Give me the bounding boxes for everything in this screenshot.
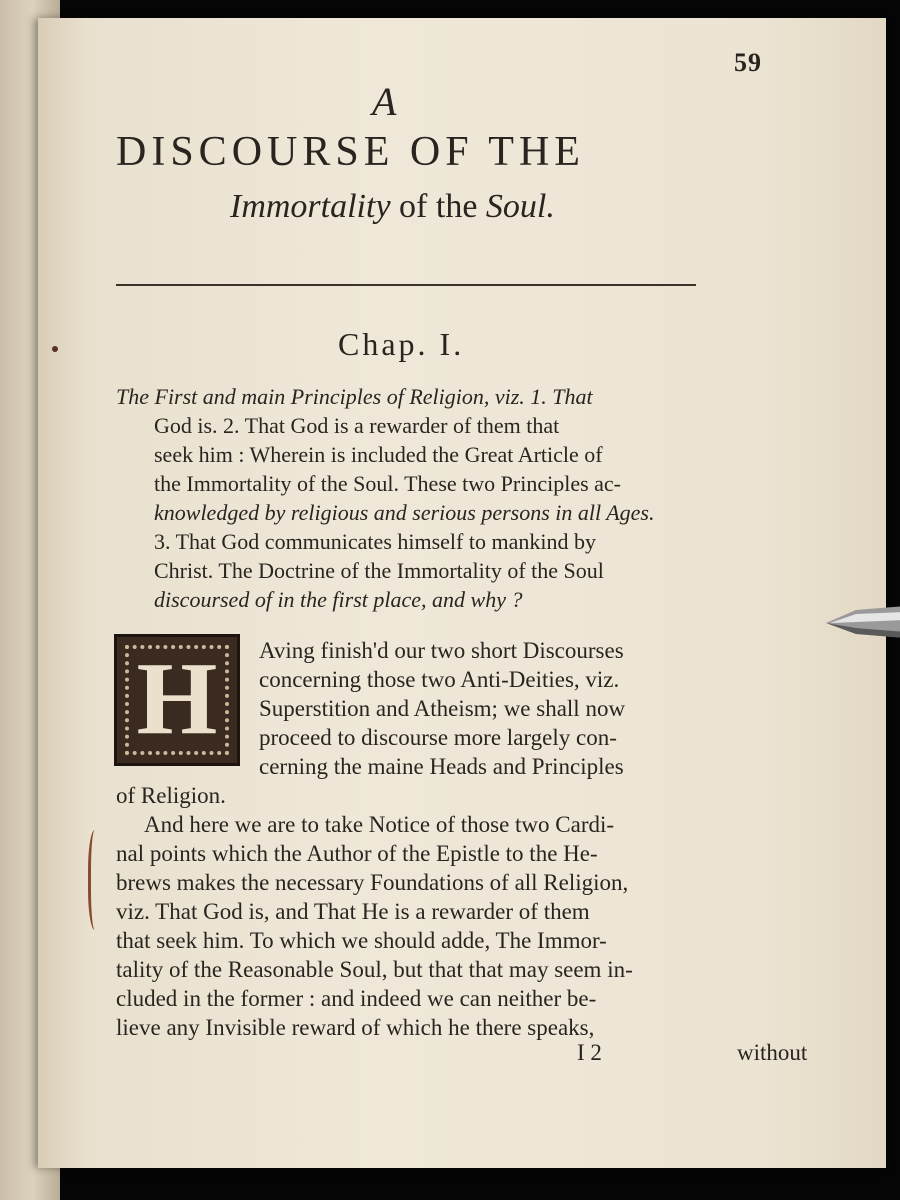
subtitle-word-soul: Soul. (485, 188, 555, 225)
body-line: brews makes the necessary Foundations of all Religion, (116, 870, 629, 895)
subtitle-word-immortality: Immortality (230, 188, 391, 225)
body-line: Aving finish'd our two short Discourses (259, 638, 624, 663)
summary-line: knowledged by religious and serious persons in all Ages. (154, 500, 655, 525)
body-line: Superstition and Atheism; we shall now (259, 696, 626, 721)
body-line: lieve any Invisible reward of which he there speaks, (116, 1015, 595, 1040)
chapter-heading: Chap. I. (338, 326, 465, 362)
body-line: nal points which the Author of the Epistle to the He- (116, 841, 598, 866)
summary-line: The First and main Principles of Religion, viz. 1. That (116, 384, 593, 409)
body-line: that seek him. To which we should adde, The Immor- (116, 928, 607, 953)
title-article: A (372, 79, 397, 124)
signature-mark: I 2 (577, 1040, 602, 1065)
handwritten-margin-bracket (88, 830, 105, 930)
page-footer (116, 1040, 808, 1070)
body-line: viz. That God is, and That He is a rewarder of them (116, 899, 590, 924)
pen-tip-icon (826, 598, 900, 648)
body-text (116, 636, 712, 1042)
body-line: tality of the Reasonable Soul, but that that may seem in- (116, 957, 633, 982)
title-rule (116, 284, 696, 286)
drop-cap-letter: H (136, 641, 218, 756)
summary-line: 3. That God communicates himself to mankind by (154, 529, 596, 554)
body-line: And here we are to take Notice of those two Cardi- (144, 812, 615, 837)
summary-line: the Immortality of the Soul. These two Principles ac- (154, 471, 621, 496)
summary-line: seek him : Wherein is included the Great Article of (154, 442, 603, 467)
body-line: concerning those two Anti-Deities, viz. (259, 667, 620, 692)
page-title: DISCOURSE OF THE (116, 129, 585, 175)
body-line: cluded in the former : and indeed we can neither be- (116, 986, 597, 1011)
body-line: proceed to discourse more largely con- (259, 725, 617, 750)
page-number: 59 (734, 48, 762, 77)
body-line: cerning the maine Heads and Principles (259, 754, 624, 779)
summary-line: Christ. The Doctrine of the Immortality of the Soul (154, 558, 604, 583)
summary-line: discoursed of in the first place, and why ? (154, 587, 523, 612)
chapter-summary (116, 382, 716, 614)
summary-line: God is. 2. That God is a rewarder of them that (154, 413, 560, 438)
page-subtitle (230, 188, 555, 226)
subtitle-word-of-the: of the (399, 188, 478, 225)
ink-spot (52, 346, 58, 352)
body-line: of Religion. (116, 783, 226, 808)
catchword: without (737, 1040, 808, 1065)
